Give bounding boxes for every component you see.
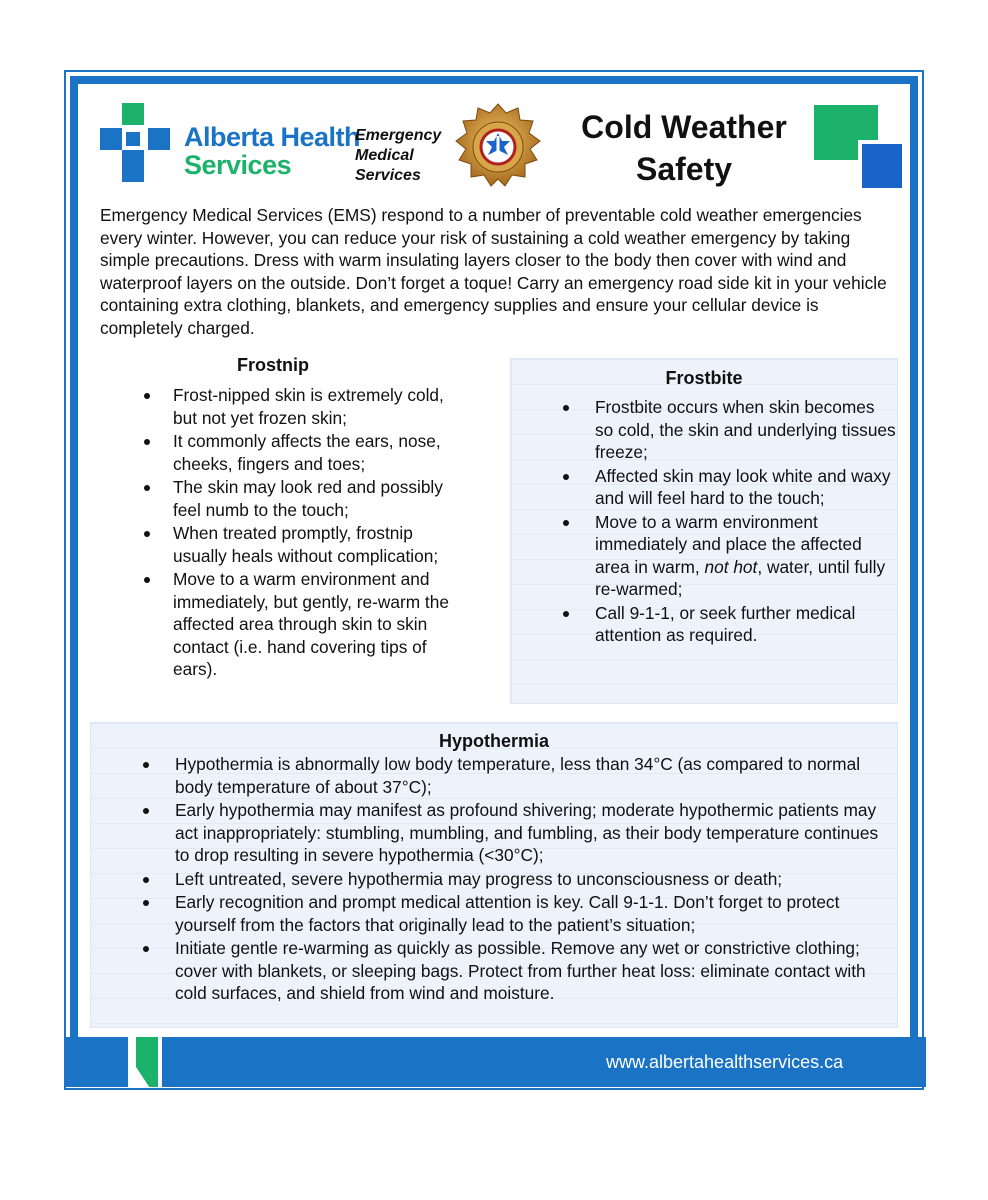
bullet-icon xyxy=(563,520,569,526)
ems-badge-icon xyxy=(452,103,544,191)
bullet-icon xyxy=(563,405,569,411)
ahs-cross-logo-icon xyxy=(100,103,176,183)
hypothermia-list xyxy=(91,753,897,1005)
bullet-icon xyxy=(143,877,149,883)
list-item xyxy=(91,891,897,936)
hypothermia-heading: Hypothermia xyxy=(438,731,550,751)
bullet-icon xyxy=(144,439,150,445)
list-item xyxy=(91,868,897,891)
ahs-logo-line1: Alberta Health xyxy=(184,122,361,152)
list-item-text: Initiate gentle re-warming as quickly as possible. Remove any wet or constrictive clothing; cover with blankets, or sleeping bags. Protect from further heat loss: eliminate contact with cold surfaces, and shield from wind and moisture. xyxy=(175,938,866,1003)
bullet-icon xyxy=(143,808,149,814)
list-item-text: Early recognition and prompt medical attention is key. Call 9-1-1. Don’t forget to protect yourself from the factors that originally lead to the patient’s situation; xyxy=(175,892,840,935)
list-item-text: When treated promptly, frostnip usually heals without complication; xyxy=(173,523,439,566)
bullet-icon xyxy=(144,577,150,583)
list-item-text: Early hypothermia may manifest as profound shivering; moderate hypothermic patients may act inappropriately: stumbling, mumbling, and fumbling, as their body temperature continues to drop resulting in severe hypothermia (<30°C); xyxy=(175,800,879,865)
list-item-text: Call 9-1-1, or seek further medical attention as required. xyxy=(595,602,856,645)
list-item xyxy=(511,465,897,510)
list-item-text: Hypothermia is abnormally low body temperature, less than 34°C (as compared to normal body temperature of about 37°C); xyxy=(175,754,861,797)
text-segment: , water, until fully re-warmed; xyxy=(595,556,886,599)
hypothermia-section xyxy=(90,722,898,1028)
intro-paragraph: Emergency Medical Services (EMS) respond to a number of preventable cold weather emergencies every winter. However, you can reduce your risk of sustaining a cold weather emergency by taking simple precautions. Dress with warm insulating layers closer to the body then cover with wind and waterproof layers on the outside. Don’t forget a toque! Carry an emergency road side kit in your vehicle containing extra clothing, blankets, and emergency supplies and ensure your cellular device is completely charged. xyxy=(100,205,887,338)
ems-line1: Emergency xyxy=(355,127,442,144)
list-item xyxy=(91,937,897,1005)
frostnip-section xyxy=(100,355,460,682)
bullet-icon xyxy=(144,531,150,537)
list-item-text: Frost-nipped skin is extremely cold, but not yet frozen skin; xyxy=(173,385,444,428)
emphasis-text: not hot xyxy=(704,556,758,577)
frostbite-heading: Frostbite xyxy=(665,368,743,388)
frostnip-heading: Frostnip xyxy=(237,355,309,375)
list-item-text: The skin may look red and possibly feel numb to the touch; xyxy=(173,477,443,520)
list-item-text: Affected skin may look white and waxy and will feel hard to the touch; xyxy=(595,465,891,508)
title-line2: Safety xyxy=(635,151,733,187)
footer-url-link[interactable]: www.albertahealthservices.ca xyxy=(606,1052,844,1072)
ahs-logo-line2: Services xyxy=(184,150,292,180)
decor-blue-square xyxy=(858,140,902,188)
bullet-icon xyxy=(144,485,150,491)
list-item xyxy=(100,476,460,521)
list-item xyxy=(100,430,460,475)
list-item xyxy=(511,602,897,647)
bullet-icon xyxy=(563,474,569,480)
list-item xyxy=(100,568,460,681)
text-segment: Move to a warm environment immediately and place the affected area in warm, xyxy=(595,511,862,577)
list-item-text: It commonly affects the ears, nose, cheeks, fingers and toes; xyxy=(173,431,441,474)
list-item-text: Frostbite occurs when skin becomes so cold, the skin and underlying tissues freeze; xyxy=(595,397,896,462)
list-item-text: Move to a warm environment and immediately, but gently, re-warm the affected area through skin to skin contact (i.e. hand covering tips of ears). xyxy=(173,569,449,679)
list-item xyxy=(91,753,897,798)
page-title xyxy=(560,106,808,190)
list-item-text: Left untreated, severe hypothermia may progress to unconsciousness or death; xyxy=(175,868,783,889)
list-item xyxy=(100,522,460,567)
ems-logo-text xyxy=(355,126,441,186)
frostnip-list xyxy=(100,384,460,681)
ems-line2: Medical xyxy=(355,147,414,164)
frostbite-section xyxy=(510,358,898,704)
bullet-icon xyxy=(144,393,150,399)
bullet-icon xyxy=(563,611,569,617)
ahs-logo-text xyxy=(184,123,360,179)
bullet-icon xyxy=(143,762,149,768)
list-item-text xyxy=(595,512,885,600)
frostbite-list xyxy=(511,396,897,647)
list-item xyxy=(91,799,897,867)
ems-line3: Services xyxy=(355,167,421,184)
list-item xyxy=(100,384,460,429)
bullet-icon xyxy=(143,946,149,952)
list-item xyxy=(511,396,897,464)
title-line1: Cold Weather xyxy=(581,109,787,145)
bullet-icon xyxy=(143,900,149,906)
list-item xyxy=(511,511,897,601)
